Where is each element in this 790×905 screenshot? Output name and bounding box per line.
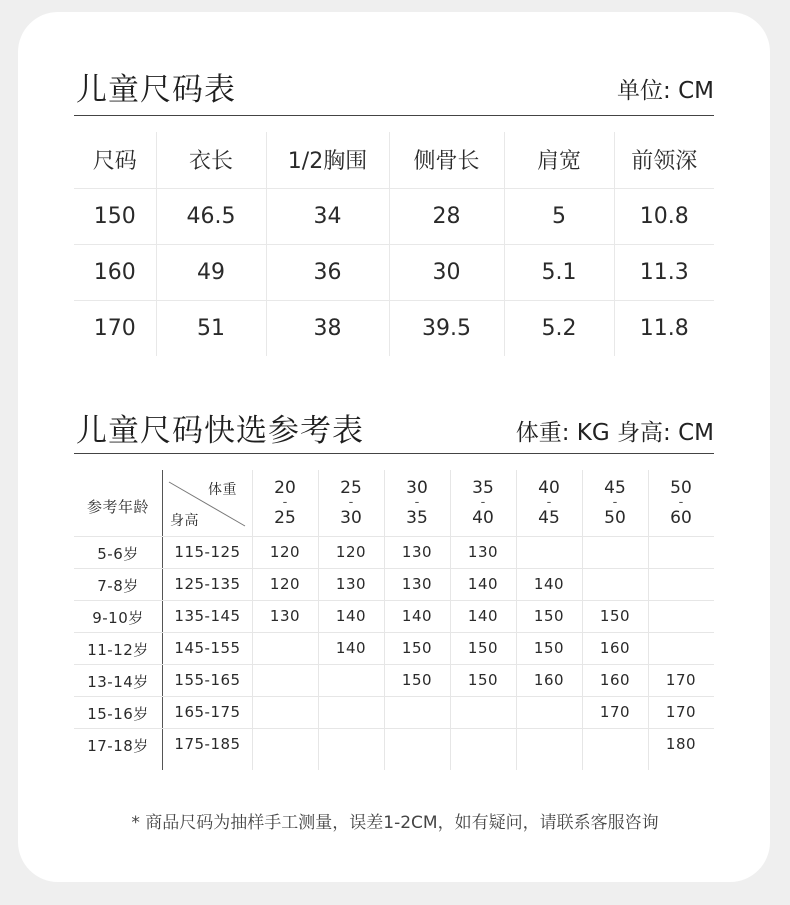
height-range-cell: 125-135 [174, 575, 241, 593]
weight-range-bottom: 40 [472, 508, 494, 528]
age-cell: 13-14岁 [87, 673, 149, 691]
table-cell: 11.8 [639, 315, 689, 341]
table-cell: 49 [156, 244, 266, 300]
size-cell: 150 [467, 639, 499, 657]
age-cell: 9-10岁 [92, 609, 144, 627]
weight-range-top: 50 [670, 478, 692, 498]
weight-range-header [384, 480, 450, 526]
size-cell: 170 [599, 703, 631, 721]
row-divider [74, 568, 714, 569]
weight-range-sep: - [414, 495, 420, 510]
table-row [74, 244, 714, 300]
age-cell: 15-16岁 [87, 705, 149, 723]
table-cell: 5.2 [504, 300, 614, 356]
size-table-rule [74, 115, 714, 116]
ref-table-title: 儿童尺码快选参考表 [76, 413, 364, 449]
size-cell: 140 [533, 575, 565, 593]
height-range-cell: 145-155 [174, 639, 241, 657]
table-cell: 5 [504, 188, 614, 244]
row-divider [74, 536, 714, 537]
weight-range-header [318, 480, 384, 526]
size-cell: 150 [467, 671, 499, 689]
table-cell: 39.5 [389, 300, 504, 356]
size-table-title: 儿童尺码表 [76, 72, 236, 108]
size-cell: 160 [599, 639, 631, 657]
size-cell: 150 [599, 607, 631, 625]
size-table [74, 132, 714, 356]
weight-header: 体重 [208, 482, 237, 498]
size-cell: 150 [401, 639, 433, 657]
size-cell: 140 [401, 607, 433, 625]
size-cell: 140 [335, 639, 367, 657]
weight-range-header [450, 480, 516, 526]
size-cell: 150 [401, 671, 433, 689]
height-range-cell: 165-175 [174, 703, 241, 721]
row-divider [74, 632, 714, 633]
size-cell: 170 [665, 671, 697, 689]
weight-range-header [252, 480, 318, 526]
ref-table-unit: 体重: KG 身高: CM [515, 420, 714, 446]
size-cell: 160 [533, 671, 565, 689]
header-half-chest: 1/2胸围 [266, 132, 389, 188]
size-cell: 120 [335, 543, 367, 561]
size-cell: 140 [467, 575, 499, 593]
weight-range-sep: - [678, 495, 684, 510]
weight-range-sep: - [282, 495, 288, 510]
table-cell: 51 [156, 300, 266, 356]
size-cell: 130 [401, 575, 433, 593]
weight-range-bottom: 30 [340, 508, 362, 528]
footnote: * 商品尺码为抽样手工测量，误差1-2CM，如有疑问，请联系客服咨询 [131, 813, 659, 833]
age-header: 参考年龄 [86, 498, 149, 516]
weight-range-header [582, 480, 648, 526]
size-cell: 130 [401, 543, 433, 561]
size-cell: 120 [269, 575, 301, 593]
size-cell: 170 [665, 703, 697, 721]
table-row [74, 300, 714, 356]
header-side-length: 侧骨长 [389, 132, 504, 188]
table-cell: 46.5 [156, 188, 266, 244]
size-cell: 180 [665, 735, 697, 753]
height-range-cell: 115-125 [174, 543, 241, 561]
height-range-cell: 135-145 [174, 607, 241, 625]
table-cell: 150 [74, 188, 156, 244]
table-cell: 38 [266, 300, 389, 356]
size-table-unit: 单位: CM [617, 78, 714, 104]
age-cell: 11-12岁 [87, 641, 149, 659]
table-cell: 10.8 [614, 188, 714, 244]
weight-range-sep: - [612, 495, 618, 510]
row-divider [74, 664, 714, 665]
weight-range-top: 20 [274, 478, 296, 498]
table-cell: 36 [266, 244, 389, 300]
weight-range-top: 45 [604, 478, 626, 498]
size-cell: 150 [533, 639, 565, 657]
header-shoulder: 肩宽 [504, 132, 614, 188]
table-cell: 34 [266, 188, 389, 244]
height-range-cell: 155-165 [174, 671, 241, 689]
weight-range-top: 25 [340, 478, 362, 498]
weight-range-bottom: 45 [538, 508, 560, 528]
header-front-neck: 前领深 [614, 132, 714, 188]
size-cell: 150 [533, 607, 565, 625]
age-cell: 5-6岁 [97, 545, 139, 563]
height-range-cell: 175-185 [174, 735, 241, 753]
weight-range-header [516, 480, 582, 526]
size-cell: 130 [269, 607, 301, 625]
table-cell: 5.1 [504, 244, 614, 300]
age-cell: 17-18岁 [87, 737, 149, 755]
table-cell: 28 [389, 188, 504, 244]
size-cell: 130 [467, 543, 499, 561]
weight-range-top: 40 [538, 478, 560, 498]
row-divider [74, 696, 714, 697]
weight-range-top: 30 [406, 478, 428, 498]
weight-range-bottom: 60 [670, 508, 692, 528]
weight-range-bottom: 25 [274, 508, 296, 528]
ref-table-rule [74, 453, 714, 454]
age-cell: 7-8岁 [97, 577, 139, 595]
size-cell: 140 [335, 607, 367, 625]
size-cell: 130 [335, 575, 367, 593]
size-cell: 140 [467, 607, 499, 625]
weight-range-sep: - [480, 495, 486, 510]
table-row [74, 188, 714, 244]
ref-table [74, 470, 714, 770]
height-header: 身高 [170, 513, 199, 529]
size-cell: 120 [269, 543, 301, 561]
weight-range-top: 35 [472, 478, 494, 498]
table-cell: 160 [74, 244, 156, 300]
size-table-header-row [74, 132, 714, 188]
header-length: 衣长 [156, 132, 266, 188]
table-cell: 11.3 [614, 244, 714, 300]
size-cell: 160 [599, 671, 631, 689]
header-size: 尺码 [74, 132, 156, 188]
weight-range-bottom: 50 [604, 508, 626, 528]
table-cell: 30 [389, 244, 504, 300]
row-divider [74, 728, 714, 729]
weight-range-bottom: 35 [406, 508, 428, 528]
weight-range-sep: - [546, 495, 552, 510]
weight-range-header [648, 480, 714, 526]
table-cell: 170 [74, 300, 156, 356]
weight-range-sep: - [348, 495, 354, 510]
row-divider [74, 600, 714, 601]
